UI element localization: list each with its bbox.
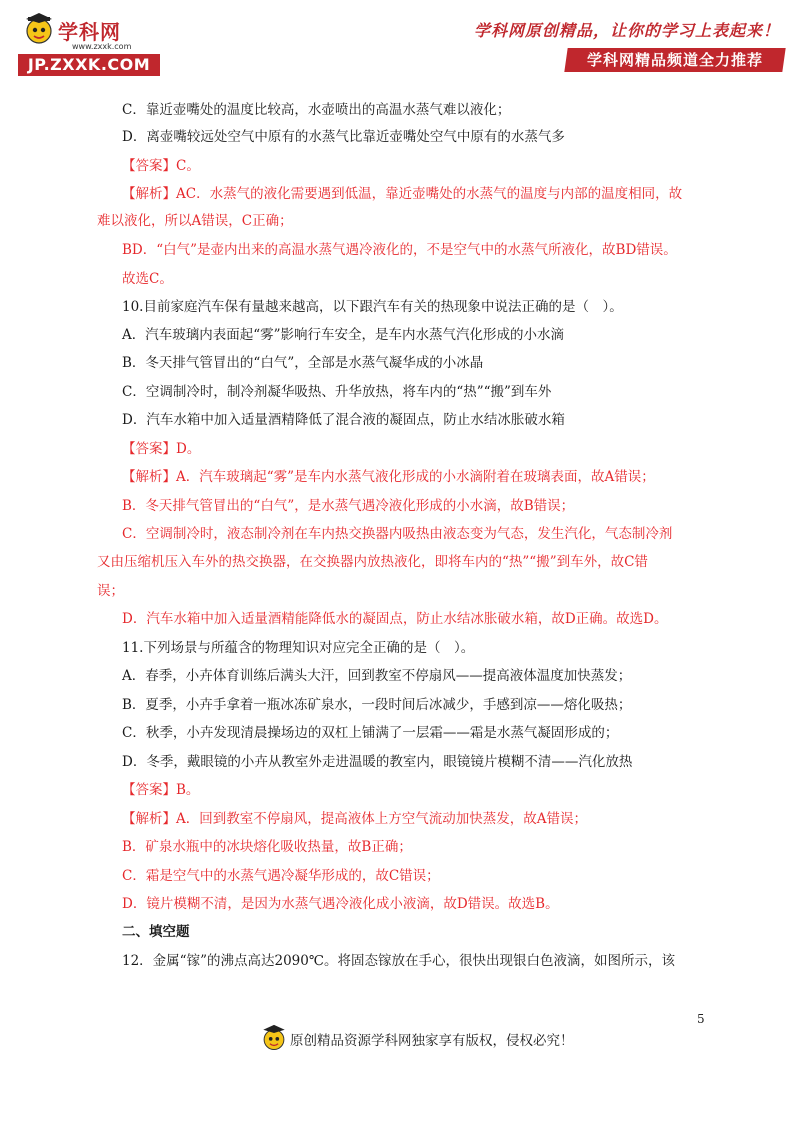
mascot-icon — [22, 12, 56, 46]
text-line: 【解析】AC．水蒸气的液化需要遇到低温，靠近壶嘴处的水蒸气的温度与内部的温度相同，故 — [122, 186, 683, 202]
text-line: D．冬季，戴眼镜的小卉从教室外走进温暖的教室内，眼镜镜片模糊不清——汽化放热 — [122, 754, 633, 770]
text-line: 难以液化，所以A错误，C正确； — [97, 213, 293, 229]
copyright-notice: 原创精品资源学科网独家享有版权，侵权必究！ — [290, 1033, 574, 1049]
text-line: B．矿泉水瓶中的冰块熔化吸收热量，故B正确； — [122, 839, 412, 855]
text-line: 【解析】A．汽车玻璃起“雾”是车内水蒸气液化形成的小水滴附着在玻璃表面，故A错误； — [122, 469, 655, 485]
banner-text: 学科网精品频道全力推荐 — [586, 51, 763, 69]
text-line: 误； — [97, 583, 124, 599]
text-line: 故选C。 — [122, 271, 173, 287]
text-line: D．汽车水箱中加入适量酒精能降低水的凝固点，防止水结冰胀破水箱，故D正确。故选D。 — [122, 611, 668, 627]
mascot-icon — [260, 1024, 288, 1052]
text-line: 【答案】D。 — [122, 441, 201, 457]
text-line: 又由压缩机压入车外的热交换器，在交换器内放热液化，即将车内的“热”“搬”到车外，故C错 — [97, 554, 648, 570]
text-line: BD．“白气”是壶内出来的高温水蒸气遇冷液化的，不是空气中的水蒸气所液化，故BD错误。 — [122, 242, 677, 258]
text-line: C．靠近壶嘴处的温度比较高，水壶喷出的高温水蒸气难以液化； — [122, 102, 511, 118]
header-slogan: 学科网原创精品，让你的学习上表起来！ — [473, 21, 780, 40]
text-line: 【解析】A．回到教室不停扇风，提高液体上方空气流动加快蒸发，故A错误； — [122, 811, 587, 827]
logo-subtitle: www.zxxk.com — [72, 42, 132, 51]
text-line: D．汽车水箱中加入适量酒精降低了混合液的凝固点，防止水结冰胀破水箱 — [122, 412, 565, 428]
text-line: C．秋季，小卉发现清晨操场边的双杠上铺满了一层霜——霜是水蒸气凝固形成的； — [122, 725, 619, 741]
text-line: B．夏季，小卉手拿着一瓶冰冻矿泉水，一段时间后冰减少，手感到凉——熔化吸热； — [122, 697, 632, 713]
text-line: C．空调制冷时，液态制冷剂在车内热交换器内吸热由液态变为气态，发生汽化，气态制冷剂 — [122, 526, 673, 542]
text-line: C．霜是空气中的水蒸气遇冷凝华形成的，故C错误； — [122, 868, 440, 884]
header-banner — [564, 48, 785, 72]
text-line: 【答案】C。 — [122, 158, 200, 174]
page-number: 5 — [697, 1012, 705, 1026]
text-line: B．冬天排气管冒出的“白气”，全部是水蒸气凝华成的小冰晶 — [122, 355, 484, 371]
page-header — [0, 0, 800, 84]
site-logo[interactable] — [18, 10, 168, 76]
text-line: A．汽车玻璃内表面起“雾”影响行车安全，是车内水蒸气汽化形成的小水滴 — [122, 327, 565, 343]
text-line: A．春季，小卉体育训练后满头大汗，回到教室不停扇风——提高液体温度加快蒸发； — [122, 668, 632, 684]
text-line: 11.下列场景与所蕴含的物理知识对应完全正确的是（ ）。 — [122, 640, 475, 656]
section-heading: 二、填空题 — [122, 924, 190, 940]
logo-url: JP.ZXXK.COM — [18, 54, 160, 76]
text-line: 【答案】B。 — [122, 782, 200, 798]
text-line: 12．金属“镓”的沸点高达2090℃。将固态镓放在手心，很快出现银白色液滴，如图所示，该 — [122, 953, 675, 969]
text-line: D．离壶嘴较远处空气中原有的水蒸气比靠近壶嘴处空气中原有的水蒸气多 — [122, 129, 565, 145]
text-line: C．空调制冷时，制冷剂凝华吸热、升华放热，将车内的“热”“搬”到车外 — [122, 384, 552, 400]
text-line: 10.目前家庭汽车保有量越来越高，以下跟汽车有关的热现象中说法正确的是（ ）。 — [122, 299, 623, 315]
text-line: B．冬天排气管冒出的“白气”，是水蒸气遇冷液化形成的小水滴，故B错误； — [122, 498, 575, 514]
logo-name: 学科网 — [58, 20, 121, 44]
text-line: D．镜片模糊不清，是因为水蒸气遇冷液化成小液滴，故D错误。故选B。 — [122, 896, 559, 912]
